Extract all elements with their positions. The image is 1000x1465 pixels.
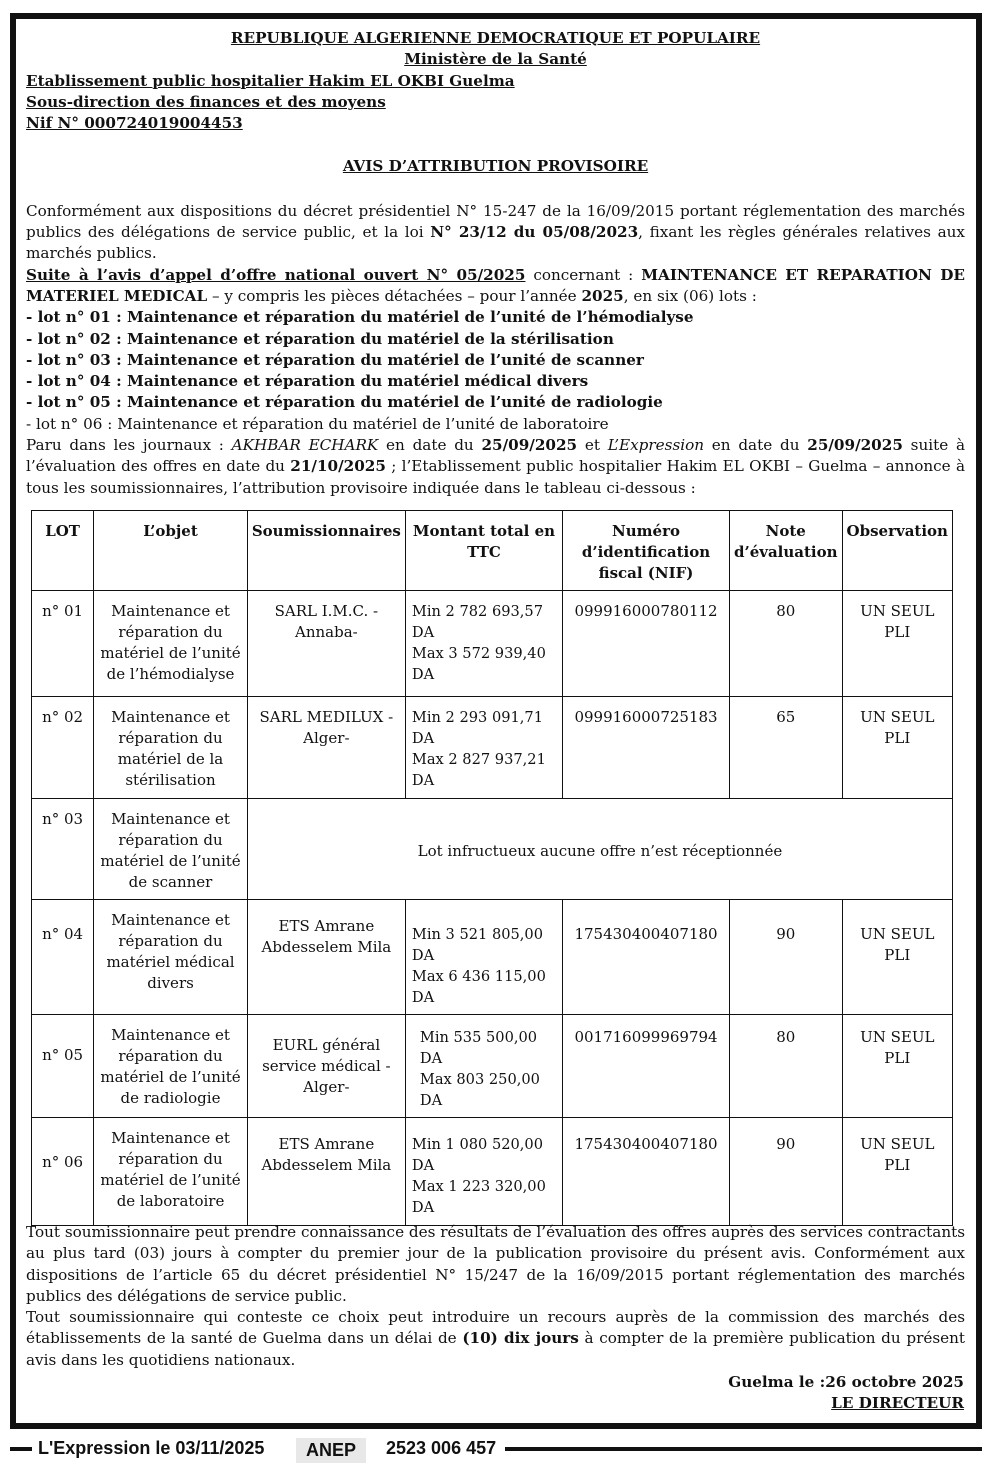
table-row bbox=[32, 799, 953, 900]
col-header-note: Note d’évaluation bbox=[729, 511, 842, 591]
amount-min: Min 2 293 091,71 DA bbox=[411, 709, 544, 747]
cell-objet: Maintenance et réparation du matériel de l’unité de l’hémodialyse bbox=[94, 591, 248, 697]
cell-montant bbox=[405, 591, 562, 697]
amount-max: Max 1 223 320,00 DA bbox=[411, 1178, 546, 1216]
cell-objet: Maintenance et réparation du matériel de l’unité de laboratoire bbox=[94, 1118, 248, 1226]
cell-lot: n° 03 bbox=[32, 799, 94, 900]
attribution-table bbox=[31, 510, 953, 1226]
cell-nif: 099916000725183 bbox=[563, 697, 730, 799]
amount-min: Min 2 782 693,57 DA bbox=[411, 603, 544, 641]
cell-nif: 175430400407180 bbox=[563, 900, 730, 1015]
lot-item: - lot n° 06 : Maintenance et réparation du matériel de l’unité de laboratoire bbox=[26, 414, 609, 433]
cell-note: 65 bbox=[729, 697, 842, 799]
lot-item: - lot n° 03 : Maintenance et réparation du matériel de l’unité de scanner bbox=[26, 350, 644, 369]
cell-lot: n° 02 bbox=[32, 697, 94, 799]
tender-text: concernant : bbox=[525, 265, 642, 284]
signatory-role: LE DIRECTEUR bbox=[831, 1394, 964, 1412]
notice-title: AVIS D’ATTRIBUTION PROVISOIRE bbox=[342, 157, 649, 176]
lot-item: - lot n° 05 : Maintenance et réparation du matériel de l’unité de radiologie bbox=[26, 393, 663, 412]
footer-paragraph-2 bbox=[26, 1307, 965, 1371]
publication-bar bbox=[0, 1434, 1000, 1465]
col-header-lot: LOT bbox=[32, 511, 94, 591]
cell-soumissionnaire: SARL I.M.C. -Annaba- bbox=[247, 591, 405, 697]
amount-min: Min 1 080 520,00 DA bbox=[411, 1136, 544, 1174]
cell-observation: UN SEUL PLI bbox=[842, 1118, 952, 1226]
cell-lot: n° 06 bbox=[32, 1118, 94, 1226]
amount-max: Max 2 827 937,21 DA bbox=[411, 751, 546, 789]
notice-content bbox=[26, 28, 965, 499]
table-row bbox=[32, 1118, 953, 1226]
col-header-observation: Observation bbox=[842, 511, 952, 591]
establishment-name: Etablissement public hospitalier Hakim EL OKBI Guelma bbox=[26, 71, 515, 90]
cell-soumissionnaire: ETS Amrane Abdesselem Mila bbox=[247, 900, 405, 1015]
lots-list bbox=[26, 307, 965, 435]
bar-line-left bbox=[10, 1447, 32, 1451]
footer-text-end: à compter de la première publication du présent avis dans les quotidiens nationaux. bbox=[26, 1329, 966, 1369]
tender-reference: Suite à l’avis d’appel d’offre national ouvert N° 05/2025 bbox=[26, 265, 526, 284]
pub-text: en date du bbox=[378, 436, 482, 455]
document-header bbox=[26, 28, 965, 71]
cell-montant bbox=[405, 697, 562, 799]
cell-lot: n° 05 bbox=[32, 1015, 94, 1118]
cell-objet: Maintenance et réparation du matériel de l’unité de scanner bbox=[94, 799, 248, 900]
eval-date: 21/10/2025 bbox=[290, 457, 386, 476]
newspaper-date: L'Expression le 03/11/2025 bbox=[34, 1438, 268, 1459]
pub-text: Paru dans les journaux : bbox=[26, 436, 232, 455]
issuer-block bbox=[26, 71, 965, 135]
tender-text-3: , en six (06) lots : bbox=[623, 286, 757, 305]
amount-min: Min 3 521 805,00 DA bbox=[411, 926, 544, 964]
amount-max: Max 803 250,00 DA bbox=[419, 1071, 540, 1109]
cell-observation: UN SEUL PLI bbox=[842, 591, 952, 697]
pub-text: en date du bbox=[704, 436, 808, 455]
cell-nif: 099916000780112 bbox=[563, 591, 730, 697]
amount-max: Max 6 436 115,00 DA bbox=[411, 968, 546, 1006]
cell-observation: UN SEUL PLI bbox=[842, 697, 952, 799]
pub-text: et bbox=[577, 436, 608, 455]
lot-item: - lot n° 04 : Maintenance et réparation du matériel médical divers bbox=[26, 372, 589, 391]
cell-objet: Maintenance et réparation du matériel médical divers bbox=[94, 900, 248, 1015]
tender-text-2: – y compris les pièces détachées – pour l’année bbox=[207, 286, 582, 305]
cell-note: 80 bbox=[729, 591, 842, 697]
cell-note: 90 bbox=[729, 900, 842, 1015]
cell-nif: 001716099969794 bbox=[563, 1015, 730, 1118]
cell-nif: 175430400407180 bbox=[563, 1118, 730, 1226]
cell-note: 80 bbox=[729, 1015, 842, 1118]
amount-max: Max 3 572 939,40 DA bbox=[411, 645, 546, 683]
col-header-montant: Montant total en TTC bbox=[405, 511, 562, 591]
publication-paragraph bbox=[26, 435, 965, 499]
signature-block bbox=[728, 1372, 964, 1414]
pub-newspaper-2: L’Expression bbox=[607, 436, 705, 455]
pub-text: suite à l’évaluation des offres en date du bbox=[26, 436, 966, 476]
intro-paragraph bbox=[26, 201, 965, 265]
cell-objet: Maintenance et réparation du matériel de la stérilisation bbox=[94, 697, 248, 799]
appeal-delay: (10) dix jours bbox=[462, 1329, 579, 1348]
lot-item: - lot n° 02 : Maintenance et réparation du matériel de la stérilisation bbox=[26, 329, 614, 348]
tender-subject: MAINTENANCE ET REPARATION DE MATERIEL MEDICAL bbox=[26, 265, 966, 305]
tender-paragraph bbox=[26, 265, 965, 308]
pub-text-end: ; l’Etablissement public hospitalier Hakim EL OKBI – Guelma – annonce à tous les soumissionnaires, l’attribution provisoire indiquée dans le tableau ci-dessous : bbox=[26, 457, 965, 497]
col-header-soumissionnaires: Soumissionnaires bbox=[247, 511, 405, 591]
pub-date-2: 25/09/2025 bbox=[807, 436, 903, 455]
table-row bbox=[32, 697, 953, 799]
bar-line-right bbox=[505, 1447, 982, 1451]
cell-objet: Maintenance et réparation du matériel de l’unité de radiologie bbox=[94, 1015, 248, 1118]
footer-text: Tout soumissionnaire qui conteste ce choix peut introduire un recours auprès de la commission des marchés des établissements de la santé de Guelma dans un délai de bbox=[26, 1308, 965, 1348]
republic-title: REPUBLIQUE ALGERIENNE DEMOCRATIQUE ET POPULAIRE bbox=[230, 29, 761, 47]
subdirection-name: Sous-direction des finances et des moyens bbox=[26, 92, 386, 111]
lot-item: - lot n° 01 : Maintenance et réparation du matériel de l’unité de l’hémodialyse bbox=[26, 308, 694, 327]
pub-date-1: 25/09/2025 bbox=[481, 436, 578, 455]
table-row bbox=[32, 1015, 953, 1118]
table-header-row bbox=[32, 511, 953, 591]
col-header-objet: L’objet bbox=[94, 511, 248, 591]
table-row bbox=[32, 591, 953, 697]
col-header-nif: Numéro d’identification fiscal (NIF) bbox=[563, 511, 730, 591]
amount-min: Min 535 500,00 DA bbox=[419, 1029, 538, 1067]
reference-number: 2523 006 457 bbox=[382, 1438, 500, 1459]
footer-paragraphs bbox=[26, 1222, 965, 1371]
law-reference: N° 23/12 du 05/08/2023 bbox=[430, 223, 639, 242]
intro-text: Conformément aux dispositions du décret présidentiel N° 15-247 de la 16/09/2015 portant réglementation des marchés publics des délégations de service public, et la loi bbox=[26, 201, 965, 242]
cell-lot: n° 04 bbox=[32, 900, 94, 1015]
intro-text-end: , fixant les règles générales relatives aux marchés publics. bbox=[26, 223, 965, 263]
cell-lot: n° 01 bbox=[32, 591, 94, 697]
cell-infructueux: Lot infructueux aucune offre n’est réceptionnée bbox=[247, 799, 952, 900]
cell-montant bbox=[405, 1015, 562, 1118]
cell-observation: UN SEUL PLI bbox=[842, 1015, 952, 1118]
ministry-title: Ministère de la Santé bbox=[404, 50, 587, 69]
cell-note: 90 bbox=[729, 1118, 842, 1226]
agency-label: ANEP bbox=[296, 1438, 366, 1463]
nif-number: Nif N° 000724019004453 bbox=[26, 114, 243, 133]
cell-montant bbox=[405, 900, 562, 1015]
cell-montant bbox=[405, 1118, 562, 1226]
cell-soumissionnaire: EURL général service médical -Alger- bbox=[247, 1015, 405, 1118]
place-date: Guelma le :26 octobre 2025 bbox=[728, 1373, 964, 1391]
footer-paragraph-1: Tout soumissionnaire peut prendre connaissance des résultats de l’évaluation des offres auprès des services contractants au plus tard (03) jours à compter du premier jour de la publication provisoire du présent avis. Conformément aux dispositions de l’article 65 du décret présidentiel N° 15/247 de la 16/09/2015 portant réglementation des marchés publics des délégations de service public. bbox=[26, 1223, 965, 1305]
cell-soumissionnaire: ETS Amrane Abdesselem Mila bbox=[247, 1118, 405, 1226]
pub-newspaper-1: AKHBAR ECHARK bbox=[231, 436, 379, 455]
tender-year: 2025 bbox=[581, 286, 624, 305]
cell-soumissionnaire: SARL MEDILUX -Alger- bbox=[247, 697, 405, 799]
cell-observation: UN SEUL PLI bbox=[842, 900, 952, 1015]
table-row bbox=[32, 900, 953, 1015]
